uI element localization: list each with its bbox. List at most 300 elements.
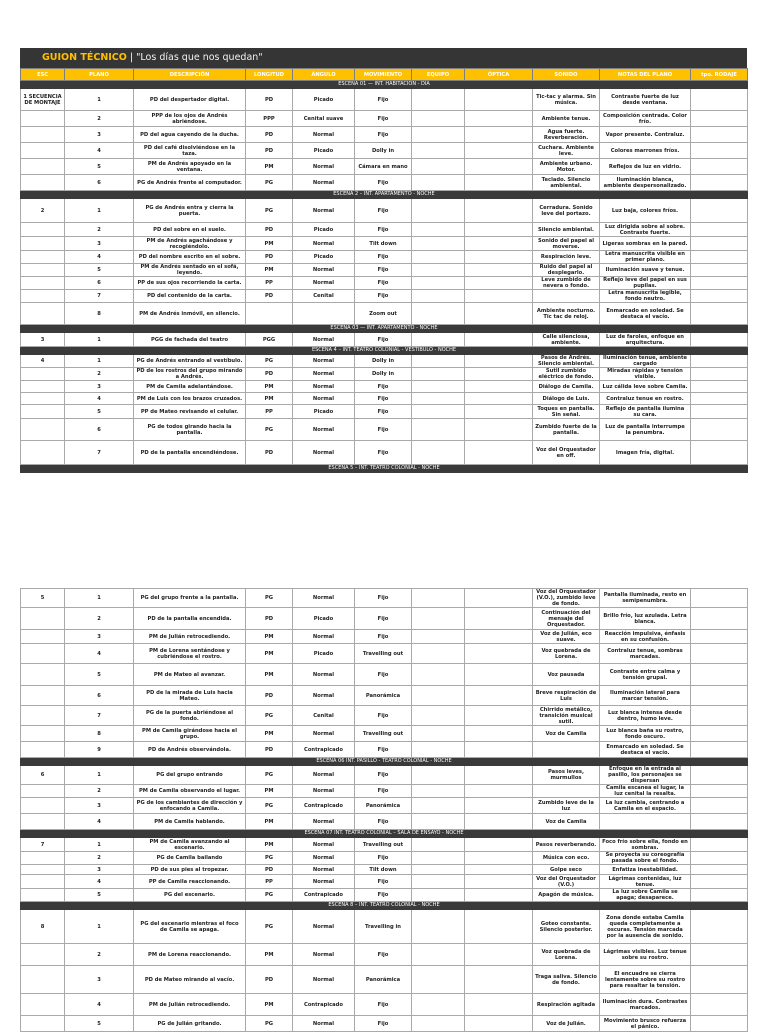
cell-longitud: PM <box>246 994 293 1016</box>
cell-movimiento: Fijo <box>355 608 412 630</box>
cell-plano: 7 <box>65 290 134 303</box>
cell-esc <box>21 785 65 798</box>
cell-longitud: PD <box>246 686 293 706</box>
cell-esc <box>21 419 65 441</box>
cell-optica <box>465 742 533 758</box>
cell-notas: Luz blanca baña su rostro, fondo oscuro. <box>600 726 691 742</box>
shot-row <box>21 726 748 742</box>
cell-sonido: Traga saliva. Silencio de fondo. <box>533 966 600 994</box>
cell-tiempo <box>691 199 748 223</box>
cell-optica <box>465 333 533 347</box>
cell-descripcion: PG de Andrés entrando al vestíbulo. <box>134 355 246 368</box>
cell-movimiento: Fijo <box>355 381 412 393</box>
cell-tiempo <box>691 686 748 706</box>
shot-row <box>21 405 748 419</box>
shot-table <box>20 588 748 1032</box>
cell-longitud: PD <box>246 441 293 465</box>
cell-angulo: Normal <box>293 838 355 852</box>
cell-equipo <box>412 644 465 664</box>
shot-row <box>21 630 748 644</box>
cell-notas: Contraste fuerte de luz desde ventana. <box>600 89 691 111</box>
shot-row <box>21 89 748 111</box>
cell-optica <box>465 865 533 875</box>
col-esc-header: ESC <box>21 69 65 81</box>
cell-optica <box>465 159 533 175</box>
shot-row <box>21 852 748 865</box>
cell-equipo <box>412 838 465 852</box>
cell-angulo: Picado <box>293 251 355 264</box>
cell-equipo <box>412 785 465 798</box>
cell-longitud: PD <box>246 251 293 264</box>
cell-equipo <box>412 89 465 111</box>
cell-notas: Vapor presente. Contraluz. <box>600 127 691 143</box>
cell-movimiento: Panorámica <box>355 686 412 706</box>
shot-row <box>21 644 748 664</box>
shot-row <box>21 875 748 889</box>
cell-longitud: PG <box>246 798 293 814</box>
cell-angulo: Picado <box>293 644 355 664</box>
cell-sonido: Apagón de música. <box>533 889 600 902</box>
shot-table-body <box>21 589 748 1032</box>
cell-longitud: PG <box>246 706 293 726</box>
cell-plano: 1 <box>65 766 134 785</box>
cell-equipo <box>412 742 465 758</box>
cell-plano: 7 <box>65 441 134 465</box>
cell-sonido: Tic-tac y alarma. Sin música. <box>533 89 600 111</box>
shot-row <box>21 966 748 994</box>
cell-movimiento: Fijo <box>355 742 412 758</box>
cell-angulo: Normal <box>293 381 355 393</box>
cell-notas: Luz baja, colores fríos. <box>600 199 691 223</box>
cell-optica <box>465 726 533 742</box>
cell-angulo: Normal <box>293 966 355 994</box>
script-page-1 <box>20 48 747 484</box>
cell-movimiento: Fijo <box>355 199 412 223</box>
cell-longitud: PD <box>246 89 293 111</box>
cell-sonido: Leve zumbido de nevera o fondo. <box>533 277 600 290</box>
cell-angulo: Normal <box>293 865 355 875</box>
cell-optica <box>465 355 533 368</box>
cell-movimiento: Fijo <box>355 875 412 889</box>
cell-movimiento: Fijo <box>355 175 412 191</box>
cell-tiempo <box>691 726 748 742</box>
cell-tiempo <box>691 966 748 994</box>
cell-sonido: Respiración agitada <box>533 994 600 1016</box>
cell-notas: Luz dirigida sobre al sobre. Contraste fuerte. <box>600 223 691 237</box>
cell-sonido: Música con eco. <box>533 852 600 865</box>
cell-descripcion: PG del grupo entrando <box>134 766 246 785</box>
cell-plano: 4 <box>65 875 134 889</box>
cell-angulo: Normal <box>293 1016 355 1032</box>
cell-descripcion: PM de Julián retrocediendo. <box>134 630 246 644</box>
cell-angulo: Normal <box>293 910 355 944</box>
cell-angulo: Normal <box>293 726 355 742</box>
cell-sonido: Golpe seco <box>533 865 600 875</box>
cell-esc: 4 <box>21 355 65 368</box>
cell-plano: 4 <box>65 393 134 405</box>
cell-tiempo <box>691 852 748 865</box>
cell-esc <box>21 143 65 159</box>
cell-movimiento: Fijo <box>355 589 412 608</box>
cell-esc <box>21 966 65 994</box>
cell-notas: La luz sobre Camila se apaga; desaparece. <box>600 889 691 902</box>
cell-sonido: Voz de Camila <box>533 814 600 830</box>
cell-descripcion: PM de Andrés inmóvil, en silencio. <box>134 303 246 325</box>
shot-row <box>21 889 748 902</box>
cell-tiempo <box>691 798 748 814</box>
cell-sonido: Silencio ambiental. <box>533 223 600 237</box>
cell-movimiento: Travelling out <box>355 726 412 742</box>
cell-tiempo <box>691 251 748 264</box>
shot-row <box>21 290 748 303</box>
cell-notas: Iluminación tenue, ambiente cargado <box>600 355 691 368</box>
cell-angulo: Cenital <box>293 290 355 303</box>
cell-notas: Miradas rápidas y tensión visible. <box>600 368 691 381</box>
cell-angulo: Normal <box>293 159 355 175</box>
cell-esc <box>21 944 65 966</box>
cell-longitud: PP <box>246 875 293 889</box>
shot-row <box>21 159 748 175</box>
cell-descripcion: PG del escenario mientras el foco de Camila se apaga. <box>134 910 246 944</box>
cell-esc: 8 <box>21 910 65 944</box>
cell-optica <box>465 393 533 405</box>
cell-descripcion: PG de Julián gritando. <box>134 1016 246 1032</box>
shot-row <box>21 393 748 405</box>
cell-plano: 6 <box>65 277 134 290</box>
cell-optica <box>465 89 533 111</box>
shot-row <box>21 111 748 127</box>
cell-sonido: Voz pausada <box>533 664 600 686</box>
cell-movimiento: Fijo <box>355 814 412 830</box>
cell-longitud: PP <box>246 405 293 419</box>
cell-optica <box>465 852 533 865</box>
cell-plano: 5 <box>65 405 134 419</box>
cell-movimiento: Fijo <box>355 333 412 347</box>
cell-equipo <box>412 726 465 742</box>
shot-row <box>21 264 748 277</box>
cell-plano: 4 <box>65 994 134 1016</box>
cell-angulo: Normal <box>293 664 355 686</box>
cell-sonido: Ambiente nocturno. Tic tac de reloj. <box>533 303 600 325</box>
cell-longitud: PD <box>246 608 293 630</box>
cell-notas: Reflejo de pantalla ilumina su cara. <box>600 405 691 419</box>
cell-sonido: Diálogo de Luis. <box>533 393 600 405</box>
scene-heading-row <box>21 830 748 838</box>
cell-longitud: PM <box>246 838 293 852</box>
cell-plano: 5 <box>65 1016 134 1032</box>
cell-longitud: PG <box>246 766 293 785</box>
cell-notas: Contraste entre calma y tensión grupal. <box>600 664 691 686</box>
shot-row <box>21 441 748 465</box>
cell-tiempo <box>691 785 748 798</box>
cell-tiempo <box>691 368 748 381</box>
cell-movimiento: Fijo <box>355 405 412 419</box>
cell-tiempo <box>691 393 748 405</box>
cell-sonido: Ruido del papel al desplegarlo. <box>533 264 600 277</box>
scene-heading-row <box>21 902 748 910</box>
cell-optica <box>465 798 533 814</box>
cell-sonido: Pasos de Andrés. Silencio ambiental. <box>533 355 600 368</box>
cell-equipo <box>412 333 465 347</box>
script-page-2 <box>20 588 747 1030</box>
cell-notas: Reflejos de luz en vidrio. <box>600 159 691 175</box>
cell-angulo: Normal <box>293 944 355 966</box>
cell-optica <box>465 368 533 381</box>
cell-angulo: Normal <box>293 419 355 441</box>
cell-descripcion: PG del grupo frente a la pantalla. <box>134 589 246 608</box>
cell-sonido <box>533 290 600 303</box>
cell-equipo <box>412 608 465 630</box>
cell-angulo: Cenital <box>293 706 355 726</box>
shot-row <box>21 910 748 944</box>
cell-angulo: Contrapicado <box>293 798 355 814</box>
cell-plano: 4 <box>65 251 134 264</box>
cell-longitud: PG <box>246 889 293 902</box>
cell-angulo: Picado <box>293 608 355 630</box>
cell-tiempo <box>691 608 748 630</box>
cell-tiempo <box>691 381 748 393</box>
cell-tiempo <box>691 290 748 303</box>
cell-angulo: Normal <box>293 875 355 889</box>
cell-equipo <box>412 966 465 994</box>
cell-equipo <box>412 393 465 405</box>
cell-equipo <box>412 355 465 368</box>
cell-optica <box>465 966 533 994</box>
cell-esc <box>21 251 65 264</box>
cell-notas: Camila escanea el lugar, la luz cenital la resalta. <box>600 785 691 798</box>
cell-equipo <box>412 199 465 223</box>
cell-movimiento: Travelling out <box>355 644 412 664</box>
cell-esc <box>21 264 65 277</box>
scene-heading: ESCENA 8 – INT. TEATRO COLONIAL - NOCHE <box>21 902 748 910</box>
cell-notas: Movimiento brusco refuerza el pánico. <box>600 1016 691 1032</box>
cell-esc: 6 <box>21 766 65 785</box>
cell-tiempo <box>691 237 748 251</box>
cell-equipo <box>412 143 465 159</box>
header-row <box>21 69 748 81</box>
cell-equipo <box>412 175 465 191</box>
cell-equipo <box>412 814 465 830</box>
cell-equipo <box>412 381 465 393</box>
cell-plano: 2 <box>65 785 134 798</box>
cell-tiempo <box>691 223 748 237</box>
col-equipo-header: EQUIPO <box>412 69 465 81</box>
cell-longitud: PG <box>246 852 293 865</box>
cell-movimiento: Fijo <box>355 1016 412 1032</box>
cell-equipo <box>412 994 465 1016</box>
cell-plano: 3 <box>65 237 134 251</box>
cell-angulo: Normal <box>293 355 355 368</box>
cell-equipo <box>412 875 465 889</box>
cell-equipo <box>412 441 465 465</box>
cell-sonido: Voz de Camila <box>533 726 600 742</box>
cell-longitud: PD <box>246 290 293 303</box>
cell-descripcion: PD del café disolviéndose en la taza. <box>134 143 246 159</box>
cell-sonido: Cuchara. Ambiente leve. <box>533 143 600 159</box>
shot-row <box>21 355 748 368</box>
cell-tiempo <box>691 111 748 127</box>
cell-tiempo <box>691 127 748 143</box>
cell-movimiento: Fijo <box>355 127 412 143</box>
cell-longitud: PG <box>246 910 293 944</box>
scene-heading-row <box>21 465 748 473</box>
cell-esc <box>21 393 65 405</box>
cell-equipo <box>412 686 465 706</box>
cell-movimiento: Panorámica <box>355 798 412 814</box>
cell-plano: 5 <box>65 264 134 277</box>
cell-angulo: Contrapicado <box>293 742 355 758</box>
cell-movimiento: Fijo <box>355 290 412 303</box>
col-angulo-header: ÁNGULO <box>293 69 355 81</box>
shot-row <box>21 686 748 706</box>
cell-equipo <box>412 852 465 865</box>
cell-descripcion: PG de la puerta abriéndose al fondo. <box>134 706 246 726</box>
cell-descripcion: PD de la pantalla encendida. <box>134 608 246 630</box>
cell-descripcion: PD de Mateo mirando al vacío. <box>134 966 246 994</box>
cell-esc <box>21 865 65 875</box>
cell-notas: Se proyecta su coreografía pasada sobre el fondo. <box>600 852 691 865</box>
cell-angulo: Normal <box>293 589 355 608</box>
cell-esc: 5 <box>21 589 65 608</box>
cell-descripcion: PM de Camila hablando. <box>134 814 246 830</box>
cell-esc: 1 SECUENCIA DE MONTAJE <box>21 89 65 111</box>
cell-longitud: PGG <box>246 333 293 347</box>
cell-equipo <box>412 889 465 902</box>
cell-sonido <box>533 785 600 798</box>
scene-heading: ESCENA 2 – INT. APARTAMENTO - NOCHE <box>21 191 748 199</box>
cell-angulo <box>293 303 355 325</box>
cell-movimiento: Fijo <box>355 264 412 277</box>
cell-longitud: PM <box>246 159 293 175</box>
cell-esc <box>21 290 65 303</box>
cell-movimiento: Fijo <box>355 441 412 465</box>
cell-descripcion: PM de Andrés agachándose y recogiéndolo. <box>134 237 246 251</box>
shot-table <box>20 68 748 473</box>
cell-tiempo <box>691 355 748 368</box>
cell-esc <box>21 889 65 902</box>
cell-angulo: Cenital suave <box>293 111 355 127</box>
cell-plano: 4 <box>65 814 134 830</box>
shot-table-body <box>21 81 748 473</box>
col-notas-header: NOTAS DEL PLANO <box>600 69 691 81</box>
cell-tiempo <box>691 277 748 290</box>
cell-longitud: PD <box>246 143 293 159</box>
cell-movimiento: Fijo <box>355 630 412 644</box>
cell-sonido: Agua fuerte. Reverberación. <box>533 127 600 143</box>
cell-angulo: Normal <box>293 441 355 465</box>
cell-notas: Ligeras sombras en la pared. <box>600 237 691 251</box>
cell-esc: 2 <box>21 199 65 223</box>
cell-sonido: Calle silenciosa, ambiente. <box>533 333 600 347</box>
cell-optica <box>465 223 533 237</box>
cell-esc <box>21 644 65 664</box>
cell-movimiento: Fijo <box>355 393 412 405</box>
cell-tiempo <box>691 175 748 191</box>
cell-plano: 2 <box>65 852 134 865</box>
cell-optica <box>465 264 533 277</box>
cell-angulo: Picado <box>293 405 355 419</box>
cell-longitud: PG <box>246 175 293 191</box>
cell-longitud: PM <box>246 237 293 251</box>
cell-optica <box>465 706 533 726</box>
cell-equipo <box>412 766 465 785</box>
cell-optica <box>465 441 533 465</box>
cell-longitud: PD <box>246 127 293 143</box>
shot-row <box>21 277 748 290</box>
cell-notas: Iluminación lateral para marcar tensión. <box>600 686 691 706</box>
cell-esc <box>21 223 65 237</box>
shot-row <box>21 368 748 381</box>
cell-optica <box>465 175 533 191</box>
cell-sonido: Continuación del mensaje del Orquestador. <box>533 608 600 630</box>
cell-descripcion: PD del despertador digital. <box>134 89 246 111</box>
cell-angulo: Normal <box>293 127 355 143</box>
cell-longitud: PG <box>246 419 293 441</box>
col-plano-header: PLANO <box>65 69 134 81</box>
cell-angulo: Normal <box>293 785 355 798</box>
cell-movimiento: Fijo <box>355 251 412 264</box>
cell-tiempo <box>691 630 748 644</box>
shot-row <box>21 175 748 191</box>
cell-optica <box>465 644 533 664</box>
cell-equipo <box>412 419 465 441</box>
cell-plano: 1 <box>65 89 134 111</box>
cell-movimiento: Fijo <box>355 766 412 785</box>
cell-notas: Lágrimas contenidas, luz tenue. <box>600 875 691 889</box>
cell-angulo: Normal <box>293 264 355 277</box>
cell-optica <box>465 381 533 393</box>
cell-sonido: Voz del Orquestador en off. <box>533 441 600 465</box>
cell-longitud: PD <box>246 223 293 237</box>
shot-row <box>21 664 748 686</box>
cell-movimiento: Fijo <box>355 889 412 902</box>
cell-longitud: PM <box>246 644 293 664</box>
shot-row <box>21 798 748 814</box>
shot-row <box>21 766 748 785</box>
cell-tiempo <box>691 910 748 944</box>
cell-movimiento: Fijo <box>355 852 412 865</box>
cell-movimiento: Fijo <box>355 785 412 798</box>
cell-descripcion: PG de Andrés frente al computador. <box>134 175 246 191</box>
cell-esc <box>21 159 65 175</box>
scene-heading-row <box>21 191 748 199</box>
cell-angulo: Contrapicado <box>293 889 355 902</box>
cell-plano: 8 <box>65 303 134 325</box>
cell-equipo <box>412 290 465 303</box>
cell-descripcion: PD de Andrés observándola. <box>134 742 246 758</box>
cell-tiempo <box>691 589 748 608</box>
cell-sonido: Respiración leve. <box>533 251 600 264</box>
cell-optica <box>465 419 533 441</box>
shot-row <box>21 865 748 875</box>
cell-longitud: PM <box>246 785 293 798</box>
cell-sonido: Zumbido fuerte de la pantalla. <box>533 419 600 441</box>
cell-equipo <box>412 368 465 381</box>
cell-equipo <box>412 944 465 966</box>
cell-esc <box>21 706 65 726</box>
cell-longitud: PG <box>246 199 293 223</box>
cell-esc <box>21 852 65 865</box>
cell-equipo <box>412 127 465 143</box>
cell-esc <box>21 875 65 889</box>
cell-angulo: Normal <box>293 852 355 865</box>
cell-plano: 2 <box>65 223 134 237</box>
shot-row <box>21 838 748 852</box>
cell-descripcion: PD del agua cayendo de la ducha. <box>134 127 246 143</box>
cell-angulo: Normal <box>293 277 355 290</box>
cell-descripcion: PM de Lorena sentándose y cubriéndose el rostro. <box>134 644 246 664</box>
cell-descripcion: PG de Andrés entra y cierra la puerta. <box>134 199 246 223</box>
